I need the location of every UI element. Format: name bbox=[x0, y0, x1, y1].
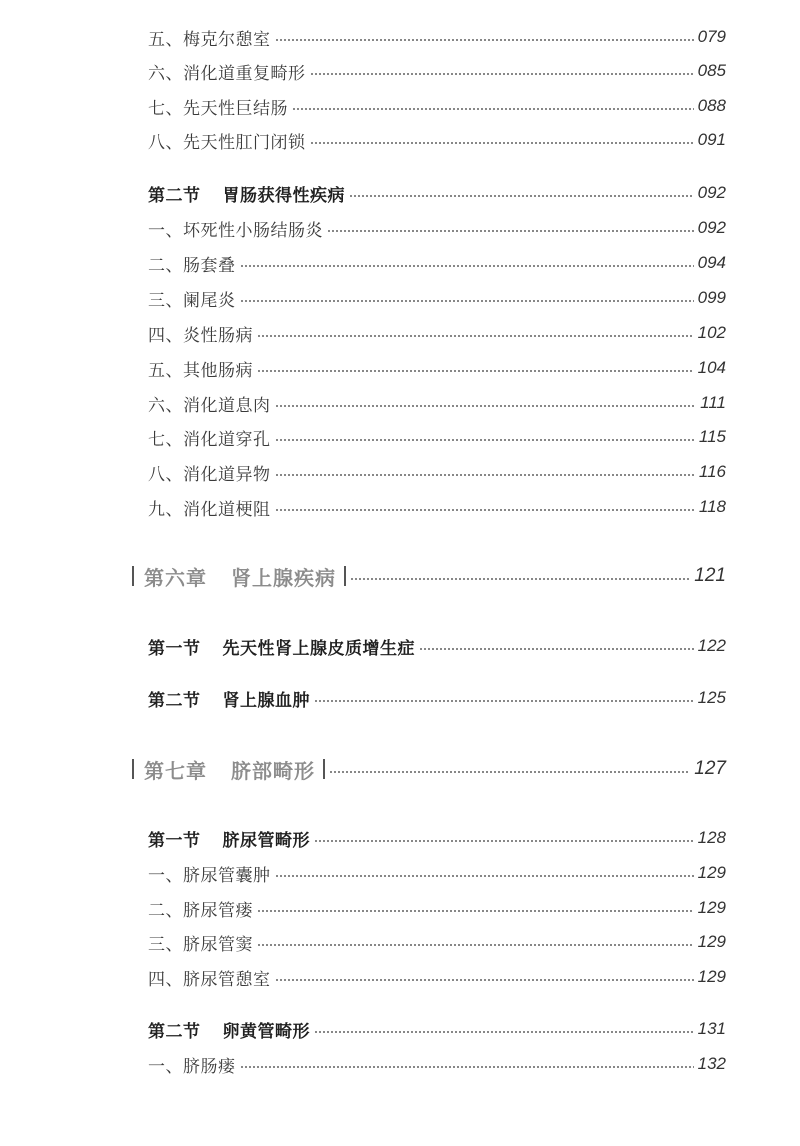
dot-leader bbox=[240, 265, 694, 267]
toc-chapter-title bbox=[134, 755, 323, 784]
toc-entry-title: 五、梅克尔憩室 bbox=[148, 29, 271, 50]
section-label: 第二节 bbox=[148, 690, 201, 711]
toc-page-number: 094 bbox=[697, 253, 726, 272]
chapter-bar-right bbox=[323, 759, 325, 779]
toc-page-number: 128 bbox=[697, 828, 726, 847]
chapter-label: 第六章 bbox=[144, 565, 207, 590]
dot-leader bbox=[275, 979, 694, 981]
section-label: 第一节 bbox=[148, 638, 201, 659]
dot-leader bbox=[275, 474, 695, 476]
toc-entry-title: 一、脐尿管囊肿 bbox=[148, 865, 271, 886]
toc-page-number: 088 bbox=[697, 96, 726, 115]
toc-entry[interactable] bbox=[148, 91, 726, 121]
toc-entry-title: 九、消化道梗阻 bbox=[148, 499, 271, 520]
dot-leader bbox=[240, 1066, 694, 1068]
toc-page-number: 131 bbox=[697, 1019, 726, 1038]
toc-page-number: 118 bbox=[698, 497, 726, 516]
toc-entry[interactable] bbox=[148, 893, 726, 923]
dot-leader bbox=[257, 370, 694, 372]
section-name: 脐尿管畸形 bbox=[222, 830, 310, 851]
toc-entry[interactable] bbox=[148, 353, 726, 383]
dot-leader bbox=[327, 230, 694, 232]
toc-entry-title: 二、脐尿管瘘 bbox=[148, 900, 253, 921]
toc-page-number: 092 bbox=[697, 183, 726, 202]
toc-page-number: 121 bbox=[694, 565, 726, 586]
toc-entry[interactable] bbox=[148, 388, 726, 418]
section-name: 胃肠获得性疾病 bbox=[222, 185, 345, 206]
toc-entry-title: 四、炎性肠病 bbox=[148, 325, 253, 346]
toc-page-number: 091 bbox=[697, 130, 726, 149]
toc-section[interactable] bbox=[148, 631, 726, 661]
toc-entry-title: 八、先天性肛门闭锁 bbox=[148, 132, 306, 153]
toc-section[interactable] bbox=[148, 178, 726, 208]
toc-page-number: 127 bbox=[694, 758, 726, 779]
dot-leader bbox=[240, 300, 694, 302]
section-label: 第二节 bbox=[148, 185, 201, 206]
toc-entry[interactable] bbox=[148, 492, 726, 522]
toc-entry[interactable] bbox=[148, 318, 726, 348]
toc-entry[interactable] bbox=[148, 422, 726, 452]
toc-page-number: 129 bbox=[697, 863, 726, 882]
toc-entry-title: 一、坏死性小肠结肠炎 bbox=[148, 220, 323, 241]
toc-page-number: 111 bbox=[700, 393, 726, 412]
dot-leader bbox=[275, 405, 697, 407]
dot-leader bbox=[275, 439, 695, 441]
toc-page-number: 129 bbox=[697, 967, 726, 986]
toc-entry-title: 七、先天性巨结肠 bbox=[148, 98, 288, 119]
toc-page-number: 125 bbox=[697, 688, 726, 707]
toc-entry[interactable] bbox=[148, 457, 726, 487]
toc-entry[interactable] bbox=[148, 56, 726, 86]
toc-entry[interactable] bbox=[148, 858, 726, 888]
toc-entry-title: 三、脐尿管窦 bbox=[148, 934, 253, 955]
toc-section[interactable] bbox=[148, 823, 726, 853]
toc-page-number: 079 bbox=[697, 27, 726, 46]
dot-leader bbox=[257, 910, 694, 912]
toc-page-number: 129 bbox=[697, 898, 726, 917]
dot-leader bbox=[314, 1031, 694, 1033]
dot-leader bbox=[275, 875, 694, 877]
dot-leader bbox=[292, 108, 694, 110]
chapter-name: 肾上腺疾病 bbox=[231, 565, 336, 590]
toc-page-number: 099 bbox=[697, 288, 726, 307]
toc-entry[interactable] bbox=[148, 125, 726, 155]
dot-leader bbox=[310, 73, 694, 75]
section-name: 先天性肾上腺皮质增生症 bbox=[222, 638, 415, 659]
dot-leader bbox=[275, 39, 694, 41]
toc-page-number: 115 bbox=[698, 427, 726, 446]
toc-entry-title: 三、阑尾炎 bbox=[148, 290, 236, 311]
toc-entry-title: 二、肠套叠 bbox=[148, 255, 236, 276]
toc-entry[interactable] bbox=[148, 213, 726, 243]
chapter-name: 脐部畸形 bbox=[231, 758, 315, 783]
toc-entry-title: 四、脐尿管憩室 bbox=[148, 969, 271, 990]
dot-leader bbox=[350, 578, 690, 580]
toc-entry[interactable] bbox=[148, 248, 726, 278]
toc-page-number: 104 bbox=[697, 358, 726, 377]
toc-section-title bbox=[148, 686, 310, 711]
toc-entry-title: 七、消化道穿孔 bbox=[148, 429, 271, 450]
toc-section-title bbox=[148, 181, 345, 206]
dot-leader bbox=[257, 335, 694, 337]
dot-leader bbox=[314, 840, 694, 842]
toc-entry[interactable] bbox=[148, 1049, 726, 1079]
toc-page-number: 085 bbox=[697, 61, 726, 80]
dot-leader bbox=[310, 142, 694, 144]
toc-section-title bbox=[148, 1017, 310, 1042]
toc-entry-title: 六、消化道重复畸形 bbox=[148, 63, 306, 84]
dot-leader bbox=[419, 648, 694, 650]
toc-section[interactable] bbox=[148, 683, 726, 713]
toc-page-number: 116 bbox=[698, 462, 726, 481]
toc-chapter-title bbox=[134, 562, 344, 591]
dot-leader bbox=[329, 771, 690, 773]
toc-page-number: 092 bbox=[697, 218, 726, 237]
toc-page-number: 102 bbox=[697, 323, 726, 342]
toc-entry[interactable] bbox=[148, 927, 726, 957]
section-label: 第一节 bbox=[148, 830, 201, 851]
section-label: 第二节 bbox=[148, 1021, 201, 1042]
chapter-bar-right bbox=[344, 566, 346, 586]
toc-entry-title: 一、脐肠瘘 bbox=[148, 1056, 236, 1077]
toc-section-title bbox=[148, 826, 310, 851]
dot-leader bbox=[314, 700, 694, 702]
dot-leader bbox=[257, 944, 694, 946]
toc-entry-title: 五、其他肠病 bbox=[148, 360, 253, 381]
toc-chapter[interactable] bbox=[132, 561, 726, 591]
section-name: 肾上腺血肿 bbox=[222, 690, 310, 711]
dot-leader bbox=[349, 195, 694, 197]
toc-page-number: 132 bbox=[697, 1054, 726, 1073]
toc-entry[interactable] bbox=[148, 22, 726, 52]
chapter-label: 第七章 bbox=[144, 758, 207, 783]
toc-page-number: 122 bbox=[697, 636, 726, 655]
toc-entry[interactable] bbox=[148, 283, 726, 313]
toc-section-title bbox=[148, 634, 415, 659]
section-name: 卵黄管畸形 bbox=[222, 1021, 310, 1042]
toc-section[interactable] bbox=[148, 1014, 726, 1044]
dot-leader bbox=[275, 509, 695, 511]
toc-chapter[interactable] bbox=[132, 754, 726, 784]
toc-entry-title: 六、消化道息肉 bbox=[148, 395, 271, 416]
toc-page-number: 129 bbox=[697, 932, 726, 951]
toc-entry-title: 八、消化道异物 bbox=[148, 464, 271, 485]
toc-entry[interactable] bbox=[148, 962, 726, 992]
